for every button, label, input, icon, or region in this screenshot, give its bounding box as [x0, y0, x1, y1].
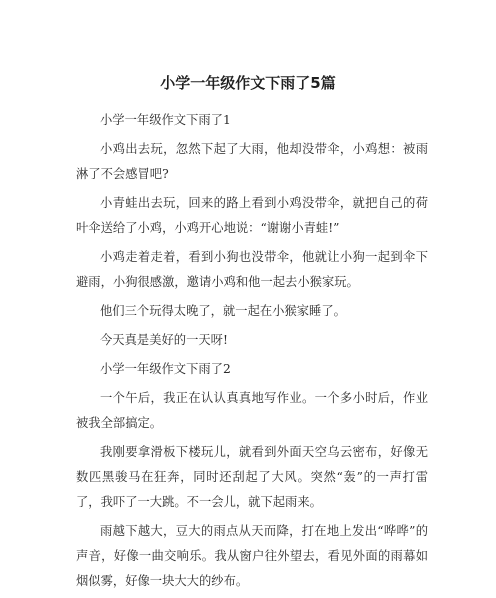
paragraph: 小鸡走着走着，看到小狗也没带伞，他就让小狗一起到伞下避雨，小狗很感激，邀请小鸡和他一起去小猴家玩。 [76, 250, 428, 289]
document-body [76, 108, 428, 598]
paragraph: 他们三个玩得太晚了，就一起在小猴家睡了。 [100, 304, 346, 318]
paragraph: 小青蛙出去玩，回来的路上看到小鸡没带伞，就把自己的荷叶伞送给了小鸡，小鸡开心地说：“谢谢小青蛙!” [76, 196, 428, 235]
paragraph: 一个午后，我正在认认真真地写作业。一个多小时后，作业被我全部搞定。 [76, 391, 428, 430]
document-title: 小学一年级作文下雨了5篇 [160, 74, 336, 92]
paragraph: 今天真是美好的一天呀! [100, 333, 228, 347]
paragraph: 我刚要拿滑板下楼玩儿，就看到外面天空乌云密布，好像无数匹黑骏马在狂奔，同时还刮起了大风。突然“轰”的一声打雷了，我吓了一大跳。不一会儿，就下起雨来。 [76, 445, 428, 509]
paragraph: 小鸡出去玩，忽然下起了大雨，他却没带伞，小鸡想：被雨淋了不会感冒吧? [76, 142, 428, 181]
paragraph: 小学一年级作文下雨了2 [100, 362, 231, 376]
paragraph: 雨越下越大，豆大的雨点从天而降，打在地上发出“哗哗”的声音，好像一曲交响乐。我从窗户往外望去，看见外面的雨幕如烟似雾，好像一块大大的纱布。 [76, 524, 428, 588]
paragraph: 小学一年级作文下雨了1 [100, 113, 231, 127]
